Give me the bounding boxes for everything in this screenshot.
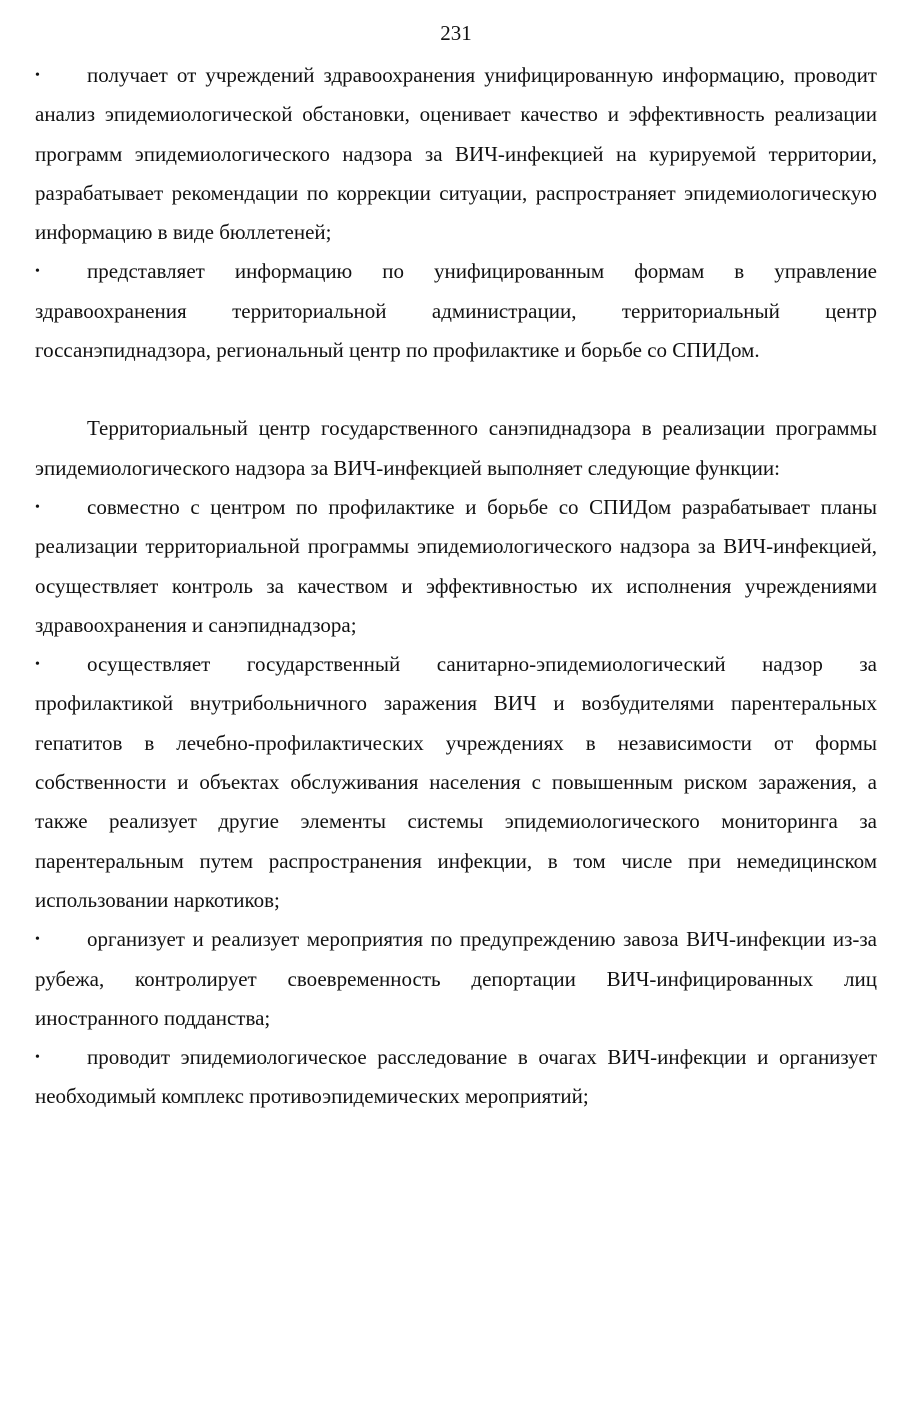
bullet-text: проводит эпидемиологическое расследование в очагах ВИЧ-инфекции и организует необходимый комплекс противоэпидемических мероприятий; — [35, 1045, 877, 1109]
document-page — [35, 18, 877, 1117]
bullet-marker: • — [35, 499, 40, 515]
bullet-text: организует и реализует мероприятия по предупреждению завоза ВИЧ-инфекции из-за рубежа, контролирует своевременность депортации ВИЧ-инфицированных лиц иностранного подданства; — [35, 927, 877, 1030]
bullet-item-2 — [35, 252, 877, 370]
page-number: 231 — [440, 21, 472, 45]
bullet-item-3 — [35, 488, 877, 645]
intro-paragraph: Территориальный центр государственного санэпиднадзора в реализации программы эпидемиологического надзора за ВИЧ-инфекцией выполняет следующие функции: — [35, 416, 877, 480]
bullet-text: получает от учреждений здравоохранения унифицированную информацию, проводит анализ эпидемиологической обстановки, оценивает качество и эффективность реализации программ эпидемиологического надзора за ВИЧ-инфекцией на курируемой территории, разрабатывает рекомендации по коррекции ситуации, распространяет эпидемиологическую информацию в виде бюллетеней; — [35, 63, 877, 245]
paragraph-gap — [35, 370, 877, 409]
bullet-marker: • — [35, 68, 40, 83]
bullet-item-5 — [35, 920, 877, 1038]
bullet-marker: • — [35, 657, 40, 673]
bullet-item-1 — [35, 56, 877, 252]
bullet-item-6 — [35, 1038, 877, 1117]
bullet-marker: • — [35, 264, 40, 280]
bullet-marker: • — [35, 932, 40, 948]
bullet-item-4 — [35, 645, 877, 920]
bullet-text: осуществляет государственный санитарно-эпидемиологический надзор за профилактикой внутрибольничного заражения ВИЧ и возбудителями парентеральных гепатитов в лечебно-профилактических учреждениях в независимости от формы собственности и объектах обслуживания населения с повышенным риском заражения, а также реализует другие элементы системы эпидемиологического мониторинга за парентеральным путем распространения инфекции, в том числе при немедицинском использовании наркотиков; — [35, 652, 877, 912]
bullet-text: представляет информацию по унифицированным формам в управление здравоохранения территориальной администрации, территориальный центр госсанэпиднадзора, региональный центр по профилактике и борьбе со СПИДом. — [35, 259, 877, 363]
bullet-text: совместно с центром по профилактике и борьбе со СПИДом разрабатывает планы реализации территориальной программы эпидемиологического надзора за ВИЧ-инфекцией, осуществляет контроль за качеством и эффективностью их исполнения учреждениями здравоохранения и санэпиднадзора; — [35, 494, 877, 637]
bullet-marker: • — [35, 1050, 40, 1066]
